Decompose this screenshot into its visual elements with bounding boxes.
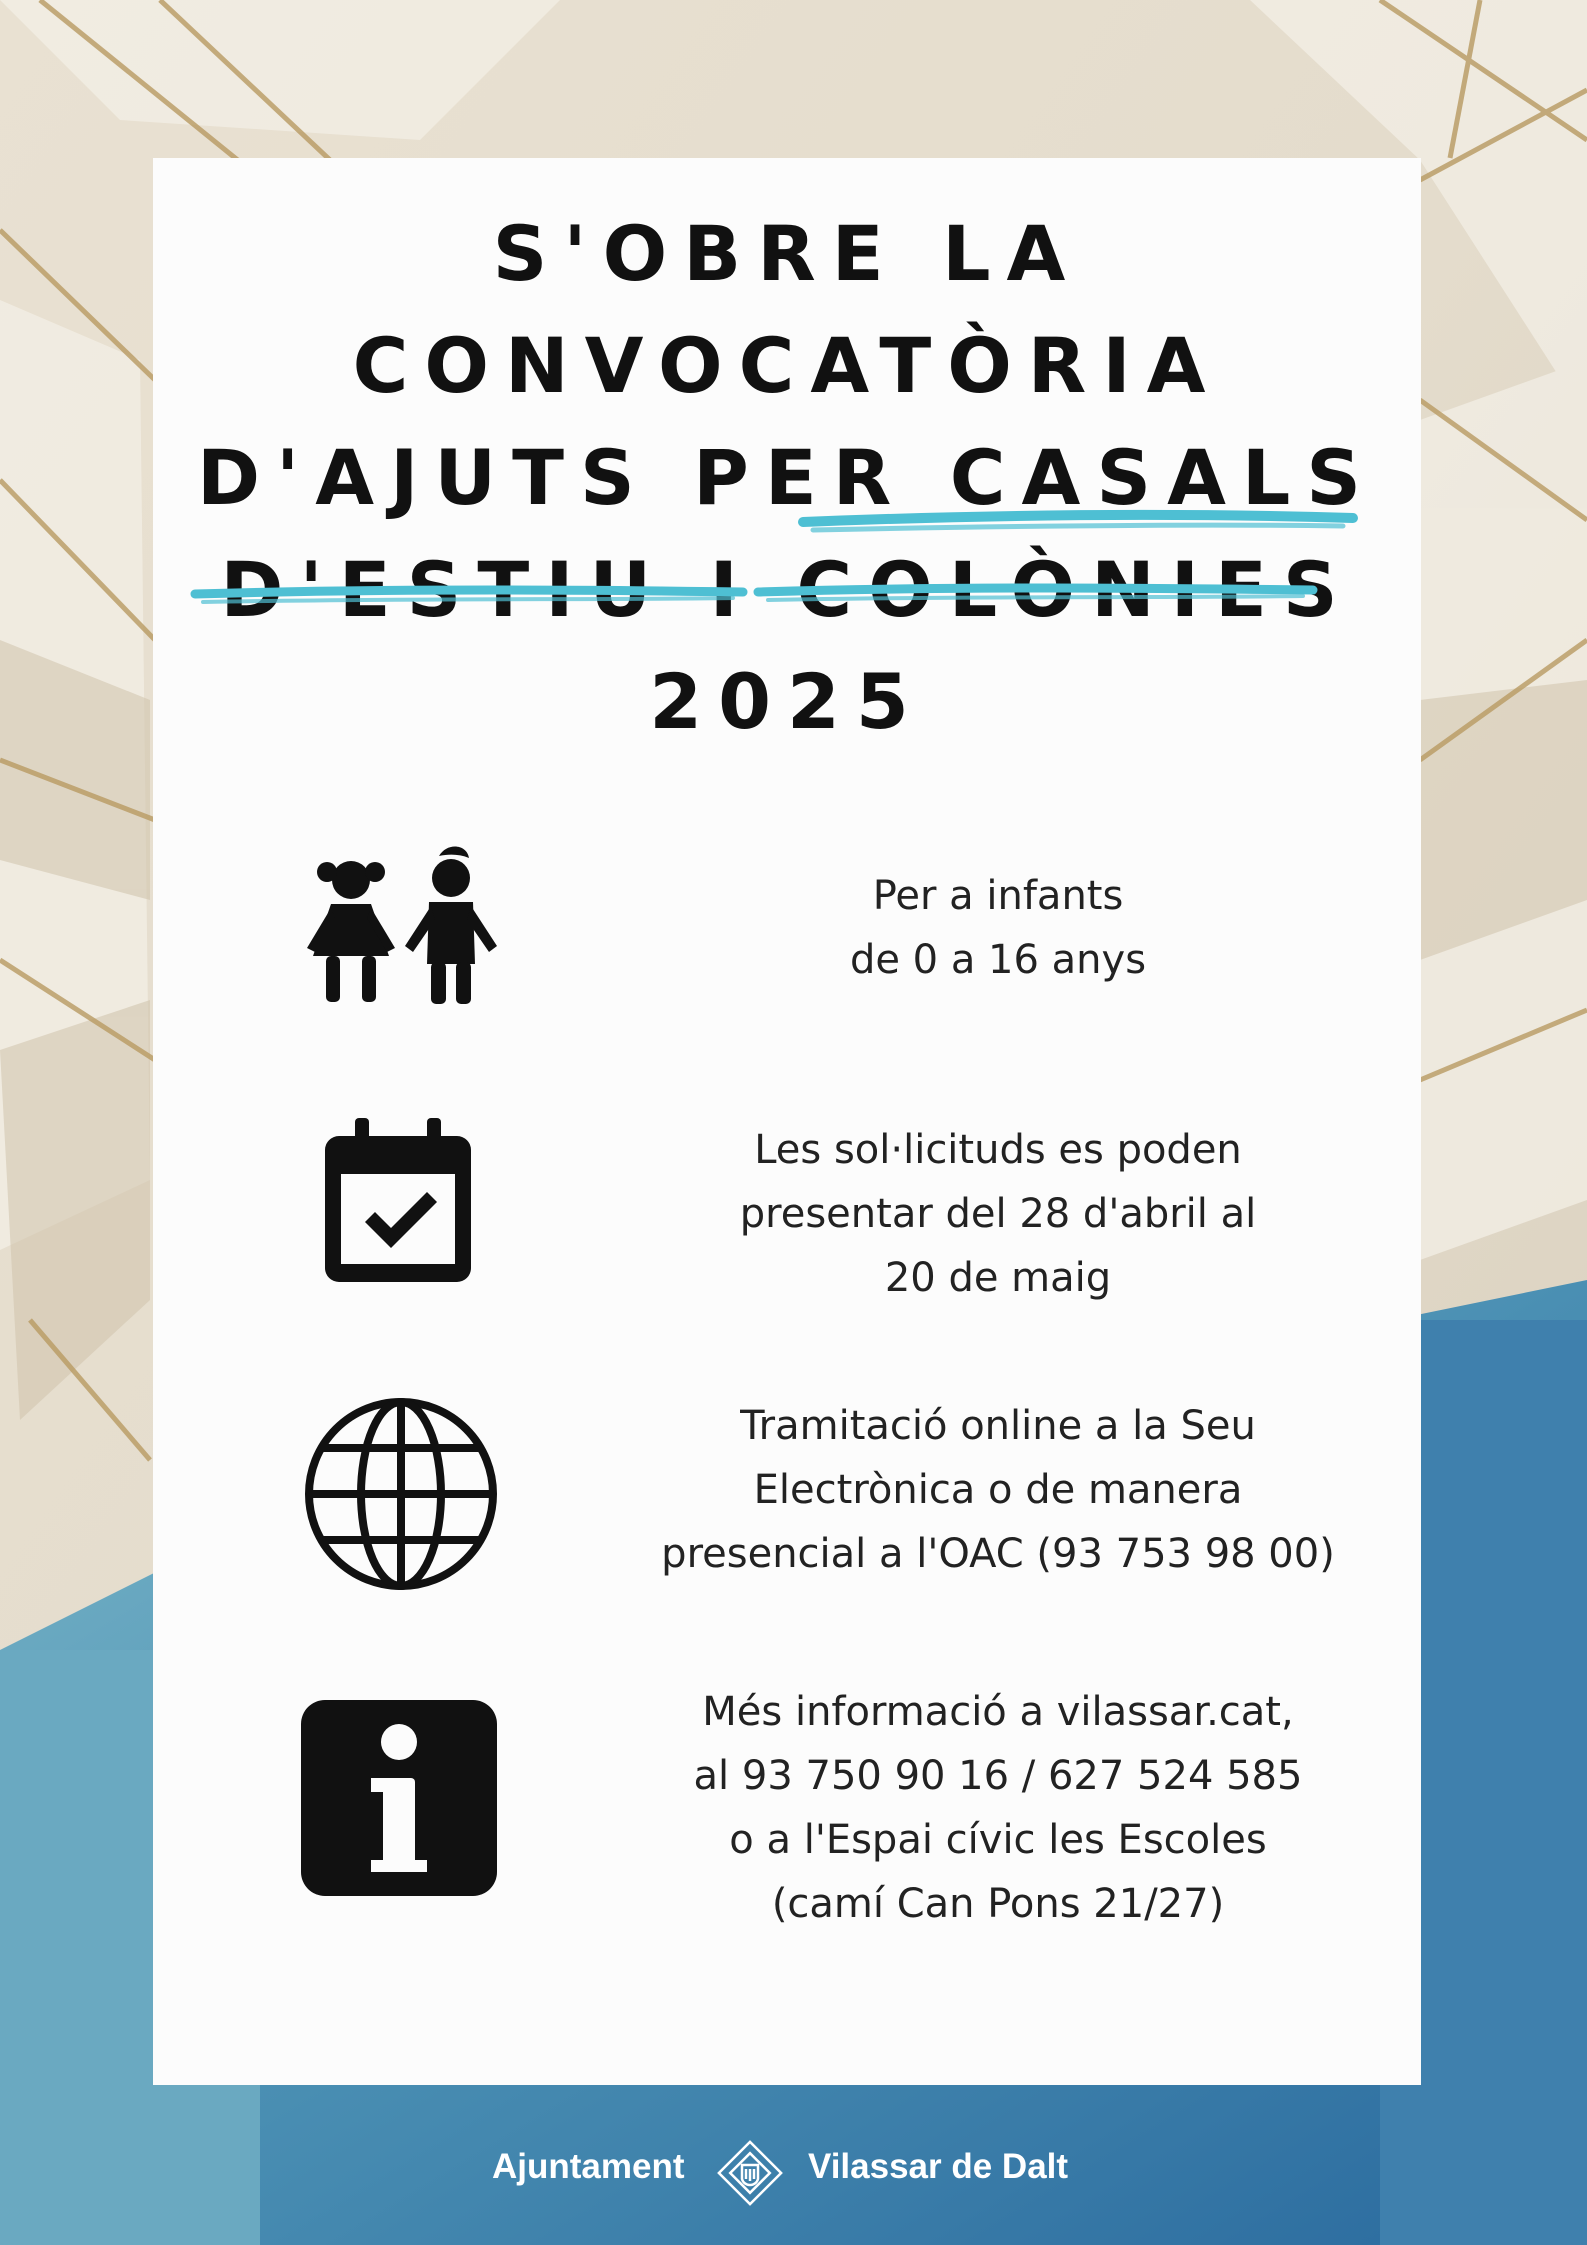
info-row-online [153, 1394, 1421, 1614]
text-line: (camí Can Pons 21/27) [771, 1881, 1225, 1927]
info-icon [301, 1700, 497, 1896]
text-line: 20 de maig [884, 1255, 1112, 1301]
coat-of-arms-icon [712, 2135, 788, 2211]
info-row-age [153, 838, 1421, 1038]
poster-title [153, 198, 1421, 758]
title-line: CONVOCATÒRIA [352, 321, 1222, 410]
title-line: 2025 [649, 657, 925, 746]
title-line: S'OBRE LA [492, 209, 1082, 298]
children-icon [301, 838, 501, 1018]
calendar-check-icon [323, 1118, 473, 1288]
globe-icon [301, 1394, 501, 1594]
text-line: de 0 a 16 anys [849, 937, 1147, 983]
text-line: presentar del 28 d'abril al [739, 1191, 1257, 1237]
footer-vilassar: Vilassar de Dalt [808, 2147, 1069, 2186]
text-line: al 93 750 90 16 / 627 524 585 [693, 1753, 1303, 1799]
text-line: o a l'Espai cívic les Escoles [729, 1817, 1267, 1863]
title-line: D'ESTIU I COLÒNIES [220, 545, 1354, 634]
footer-ajuntament: Ajuntament [492, 2147, 685, 2186]
text-line: Més informació a vilassar.cat, [702, 1689, 1294, 1735]
text-line: Per a infants [872, 873, 1124, 919]
info-row-dates [153, 1118, 1421, 1318]
info-text-online [603, 1394, 1393, 1586]
info-row-contact [153, 1680, 1421, 1960]
text-line: Les sol·licituds es poden [754, 1127, 1242, 1173]
info-text-age [603, 864, 1393, 992]
info-text-dates [603, 1118, 1393, 1310]
text-line: Electrònica o de manera [753, 1467, 1243, 1513]
footer-logo [0, 2135, 1587, 2215]
title-underline-decoration [153, 498, 1421, 618]
text-line: Tramitació online a la Seu [740, 1403, 1256, 1449]
poster-card [153, 158, 1421, 2085]
info-text-contact [603, 1680, 1393, 1936]
title-line: D'AJUTS PER CASALS [196, 433, 1378, 522]
text-line: presencial a l'OAC (93 753 98 00) [661, 1531, 1335, 1577]
